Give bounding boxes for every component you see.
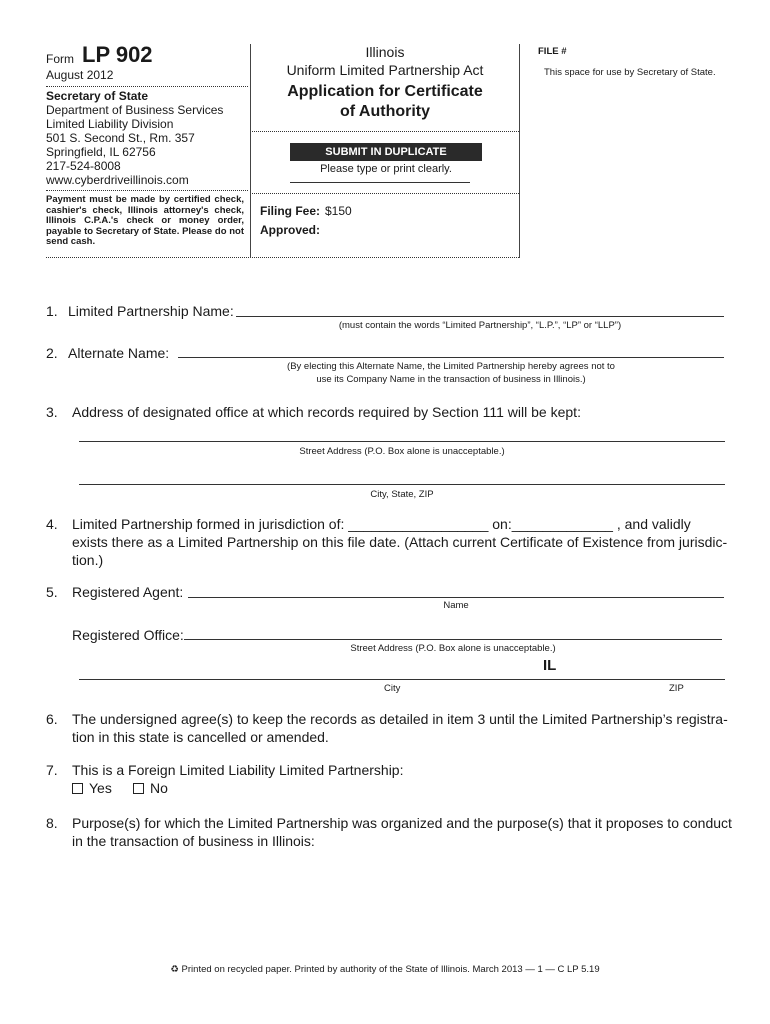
office-address-1: 501 S. Second St., Rm. 357 [46,131,195,145]
divider [46,257,519,258]
file-number-label: FILE # [538,46,567,57]
item-2-number: 2. [46,345,58,361]
column-rule [519,44,520,258]
item-7-no-option[interactable] [133,780,168,796]
print-note-rule [290,182,470,183]
item-6-line-1: The undersigned agree(s) to keep the records as detailed in item 3 until the Limited Partnership’s registra- [72,711,728,727]
item-2-note-1: (By electing this Alternate Name, the Limited Partnership hereby agrees not to [287,361,615,372]
form-title-1: Application for Certificate [287,83,483,100]
purpose-field[interactable] [72,853,724,953]
item-1-note: (must contain the words “Limited Partnership”, “L.P.”, “LP” or “LLP”) [338,320,622,331]
item-8-number: 8. [46,815,58,831]
item-4-line-2: exists there as a Limited Partnership on this file date. (Attach current Certificate of Existence from jurisdic- [72,534,728,550]
form-label [46,52,74,66]
item-2-note-2: use its Company Name in the transaction of business in Illinois.) [316,374,586,385]
item-7-label: This is a Foreign Limited Liability Limited Partnership: [72,762,404,778]
item-3-city-caption: City, State, ZIP [370,489,434,500]
submit-banner: SUBMIT IN DUPLICATE [290,143,482,161]
item-1-number: 1. [46,303,58,319]
yes-checkbox[interactable] [72,783,83,794]
form-prefix: Form [46,52,74,66]
divider [46,86,248,87]
office-phone: 217-524-8008 [46,159,121,173]
no-checkbox[interactable] [133,783,144,794]
item-3-street-caption: Street Address (P.O. Box alone is unacceptable.) [299,446,505,457]
footer [0,964,770,975]
form-number: LP 902 [82,42,153,67]
divider [252,193,519,194]
item-6-number: 6. [46,711,58,727]
form-date: August 2012 [46,68,114,82]
office-title: Secretary of State [46,89,149,103]
item-4-line-1: Limited Partnership formed in jurisdiction of: __________________ on:_____________ , and validly [72,516,691,532]
registered-office-city-zip-field[interactable] [79,679,725,680]
registered-agent-field[interactable] [188,597,724,598]
no-label: No [150,780,168,796]
records-street-field[interactable] [79,441,725,442]
records-city-state-zip-field[interactable] [79,484,725,485]
footer-text: Printed on recycled paper. Printed by authority of the State of Illinois. March 2013 — 1 — C LP 5.19 [181,964,600,975]
filing-fee-value: $150 [325,204,352,218]
registered-office-street-field[interactable] [184,639,722,640]
item-5-number: 5. [46,584,58,600]
yes-label: Yes [89,780,112,796]
registered-office-state: IL [543,657,557,674]
item-5-label: Registered Agent: [72,584,184,600]
item-5-street-caption: Street Address (P.O. Box alone is unacceptable.) [350,643,556,654]
print-note: Please type or print clearly. [320,163,452,175]
item-5-zip-caption: ZIP [669,683,684,694]
state-name: Illinois [365,44,405,60]
item-1-label: Limited Partnership Name: [68,303,234,319]
item-8-line-1: Purpose(s) for which the Limited Partnership was organized and the purpose(s) that it proposes to conduct [72,815,732,831]
item-4-line-3: tion.) [72,552,104,568]
item-6-line-2: tion in this state is cancelled or amended. [72,729,329,745]
column-rule [250,44,251,258]
office-dept: Department of Business Services [46,103,224,117]
form-title-2: of Authority [339,103,431,120]
item-7-number: 7. [46,762,58,778]
item-3-number: 3. [46,404,58,420]
item-5-name-caption: Name [443,600,469,611]
office-address-2: Springfield, IL 62756 [46,145,156,159]
office-division: Limited Liability Division [46,117,174,131]
filing-fee-label: Filing Fee: [260,204,320,218]
item-3-label: Address of designated office at which records required by Section 111 will be kept: [72,404,581,420]
divider [46,190,248,191]
divider [252,131,519,132]
act-name: Uniform Limited Partnership Act [286,62,484,78]
file-space-note: This space for use by Secretary of State. [544,67,716,78]
alternate-name-field[interactable] [178,357,724,358]
item-2-label: Alternate Name: [68,345,170,361]
approved-label: Approved: [260,223,320,237]
item-5-city-caption: City [384,683,401,694]
recycle-icon: ♻ [170,964,179,975]
item-8-line-2: in the transaction of business in Illinois: [72,833,315,849]
limited-partnership-name-field[interactable] [236,316,724,317]
item-7-yes-option[interactable] [72,780,112,796]
item-4-number: 4. [46,516,58,532]
payment-note: Payment must be made by certified check, cashier's check, Illinois attorney's check, Illinois C.P.A.'s check or money order, payable to Secretary of State. Please do not send cash. [46,194,244,247]
office-website[interactable]: www.cyberdriveillinois.com [46,173,189,187]
registered-office-label: Registered Office: [72,627,184,643]
